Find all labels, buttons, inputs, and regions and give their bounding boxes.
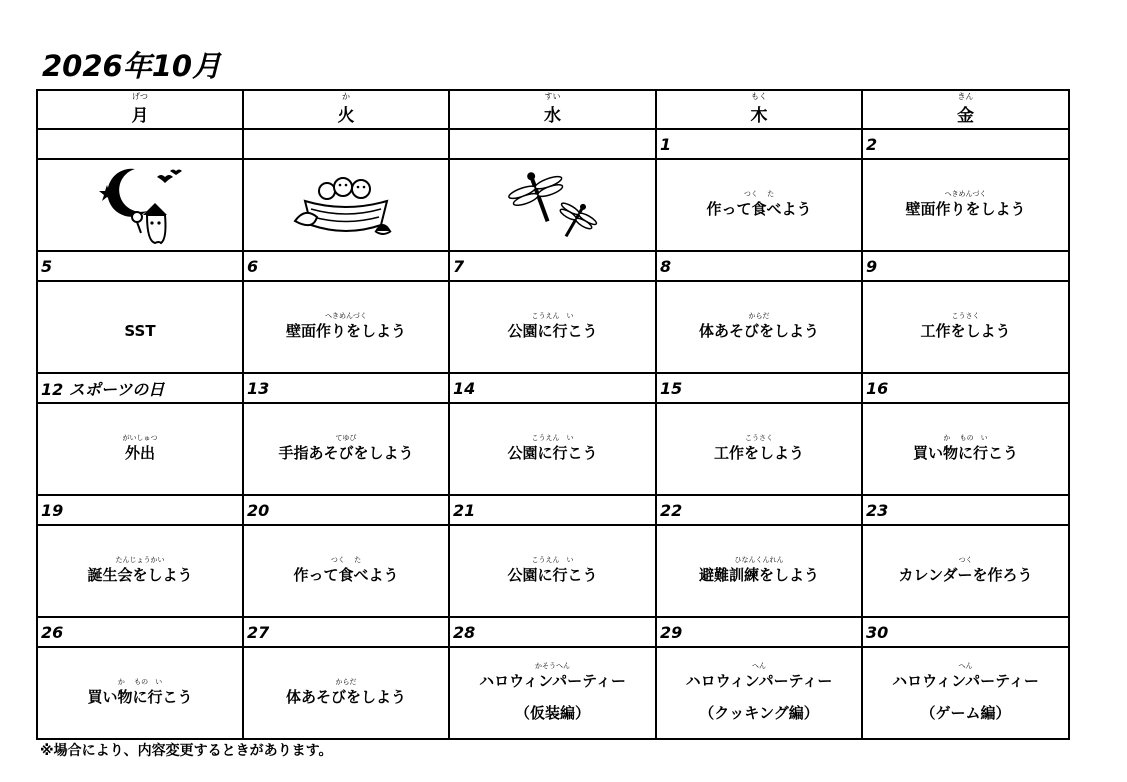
activity-furigana — [38, 312, 242, 320]
activity-row — [37, 159, 1069, 251]
activity-cell-fri — [862, 159, 1069, 251]
activity-cell-fri — [862, 281, 1069, 373]
activity-label: 公園に行こう — [507, 444, 598, 462]
weekday-header-fri: きん 金 — [862, 90, 1069, 129]
activity-row — [37, 647, 1069, 739]
activity-label: カレンダーを作ろう — [898, 566, 1033, 584]
activity-row — [37, 403, 1069, 495]
activity-furigana: か もの い — [943, 434, 988, 442]
activity-furigana: てゆび — [335, 434, 357, 442]
activity-cell-wed — [449, 281, 656, 373]
date-cell-tue: 27 — [243, 617, 449, 647]
date-cell-fri: 16 — [862, 373, 1069, 403]
date-cell-thu: 22 — [656, 495, 862, 525]
activity-cell-tue — [243, 281, 449, 373]
activity-cell-thu — [656, 525, 862, 617]
date-cell-mon: 26 — [37, 617, 243, 647]
date-cell-tue: 20 — [243, 495, 449, 525]
activity-label: 壁面作りをしよう — [905, 200, 1026, 218]
halloween-moon-ghost-icon — [38, 163, 242, 247]
activity-label: ハロウィンパーティー — [892, 672, 1039, 690]
activity-label: 避難訓練をしよう — [698, 566, 819, 584]
activity-label: 公園に行こう — [507, 566, 598, 584]
weekday-header-thu: もく 木 — [656, 90, 862, 129]
activity-label: 買い物に行こう — [87, 688, 193, 706]
activity-furigana: つく — [958, 556, 973, 564]
activity-furigana: がいしゅつ — [122, 434, 158, 442]
calendar-table — [36, 89, 1070, 740]
activity-cell-fri — [862, 647, 1069, 739]
date-cell-fri: 2 — [862, 129, 1069, 159]
date-cell-mon: 5 — [37, 251, 243, 281]
activity-furigana: へきめんづく — [944, 190, 987, 198]
date-row — [37, 129, 1069, 159]
activity-furigana: へん — [958, 662, 973, 670]
date-cell-mon: 12 スポーツの日 — [37, 373, 243, 403]
date-cell-tue: 13 — [243, 373, 449, 403]
activity-label: ハロウィンパーティー — [479, 672, 626, 690]
date-cell-thu: 29 — [656, 617, 862, 647]
date-cell-thu: 8 — [656, 251, 862, 281]
activity-cell-thu — [656, 159, 862, 251]
date-cell-mon: 19 — [37, 495, 243, 525]
footnote: ※場合により、内容変更するときがあります。 — [40, 743, 333, 759]
date-row — [37, 251, 1069, 281]
activity-sublabel: （クッキング編） — [699, 704, 819, 722]
activity-cell-thu — [656, 403, 862, 495]
activity-label: 手指あそびをしよう — [278, 444, 414, 462]
date-row — [37, 373, 1069, 403]
activity-label: 公園に行こう — [507, 322, 598, 340]
date-cell-fri: 23 — [862, 495, 1069, 525]
activity-cell-tue — [243, 525, 449, 617]
activity-label: 体あそびをしよう — [285, 688, 406, 706]
activity-cell-mon — [37, 403, 243, 495]
activity-cell-thu — [656, 281, 862, 373]
activity-furigana: たんじょうかい — [115, 556, 165, 564]
activity-label: 工作をしよう — [713, 444, 804, 462]
activity-cell-tue — [243, 403, 449, 495]
harvest-basket-icon — [244, 165, 448, 245]
date-row — [37, 495, 1069, 525]
activity-furigana: こうえん い — [531, 556, 574, 564]
activity-cell-thu — [656, 647, 862, 739]
activity-furigana: こうさく — [951, 312, 980, 320]
activity-label: 工作をしよう — [920, 322, 1011, 340]
date-row — [37, 617, 1069, 647]
activity-furigana: かそうへん — [535, 662, 570, 670]
date-cell-mon — [37, 129, 243, 159]
activity-cell-mon — [37, 525, 243, 617]
activity-label: 誕生会をしよう — [87, 566, 193, 584]
activity-cell-tue — [243, 159, 449, 251]
activity-cell-mon — [37, 281, 243, 373]
weekday-header-mon: げつ 月 — [37, 90, 243, 129]
date-cell-thu: 1 — [656, 129, 862, 159]
activity-label: 壁面作りをしよう — [285, 322, 406, 340]
activity-label: 体あそびをしよう — [698, 322, 819, 340]
date-cell-wed: 28 — [449, 617, 656, 647]
activity-label: 外出 — [124, 444, 155, 462]
activity-sublabel: （仮装編） — [514, 704, 590, 722]
activity-label: 買い物に行こう — [912, 444, 1018, 462]
activity-label: 作って食べよう — [293, 566, 399, 584]
weekday-header-tue: か 火 — [243, 90, 449, 129]
activity-furigana: こうえん い — [531, 312, 574, 320]
activity-sublabel: （ゲーム編） — [920, 704, 1011, 722]
dragonfly-icon — [450, 165, 655, 245]
date-cell-wed: 14 — [449, 373, 656, 403]
date-cell-fri: 30 — [862, 617, 1069, 647]
activity-label: 作って食べよう — [706, 200, 812, 218]
activity-cell-mon — [37, 159, 243, 251]
date-cell-fri: 9 — [862, 251, 1069, 281]
activity-furigana: へん — [752, 662, 766, 670]
activity-cell-mon — [37, 647, 243, 739]
activity-label: ハロウィンパーティー — [685, 672, 833, 690]
activity-furigana: からだ — [748, 312, 770, 320]
activity-cell-wed — [449, 159, 656, 251]
weekday-header-row — [37, 90, 1069, 129]
activity-cell-fri — [862, 525, 1069, 617]
date-cell-wed: 21 — [449, 495, 656, 525]
date-cell-tue: 6 — [243, 251, 449, 281]
date-cell-wed — [449, 129, 656, 159]
activity-furigana: か もの い — [117, 678, 163, 686]
activity-furigana: からだ — [335, 678, 357, 686]
activity-cell-tue — [243, 647, 449, 739]
activity-furigana: つく た — [330, 556, 362, 564]
activity-cell-wed — [449, 525, 656, 617]
activity-furigana: こうえん い — [531, 434, 574, 442]
date-cell-tue — [243, 129, 449, 159]
activity-row — [37, 281, 1069, 373]
activity-furigana: こうさく — [745, 434, 773, 442]
date-cell-wed: 7 — [449, 251, 656, 281]
page-title: 2026年10月 — [42, 49, 222, 83]
date-cell-thu: 15 — [656, 373, 862, 403]
activity-furigana: へきめんづく — [325, 312, 367, 320]
activity-furigana: つく た — [743, 190, 775, 198]
activity-furigana: ひなんくんれん — [734, 556, 784, 564]
activity-cell-fri — [862, 403, 1069, 495]
activity-label: SST — [124, 322, 156, 340]
activity-cell-wed — [449, 403, 656, 495]
weekday-header-wed: すい 水 — [449, 90, 656, 129]
activity-row — [37, 525, 1069, 617]
activity-cell-wed — [449, 647, 656, 739]
